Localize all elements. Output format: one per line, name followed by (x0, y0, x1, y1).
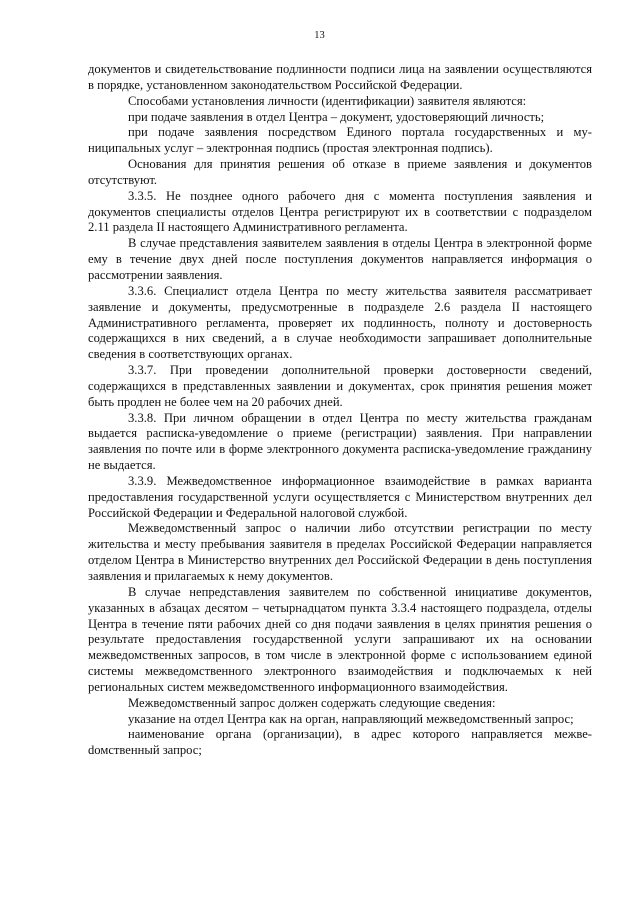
paragraph-3-3-8: 3.3.8. При личном обращении в отдел Центра по месту жительства гражданам выдается расписка-уведомление о приеме (регистрации) заявления. При направлении заявления по почте или в форме электронного документа расписка-уведомление гражданину не выдается. (88, 410, 592, 473)
document-body (88, 62, 592, 759)
paragraph-request-sender: указание на отдел Центра как на орган, направляющий межведомственный запрос; (128, 711, 574, 726)
paragraph-3-3-6: 3.3.6. Специалист отдела Центра по месту жительства заявителя рассматривает заявление и документы, предусмотренные в подразделе 2.6 раздела II настоящего Административного регламента, проверяет их подлинность, полноту и достоверность содержащихся в них сведений, а в случае необходимости запрашивает дополнительные сведения в соответствующих органах. (88, 283, 592, 362)
paragraph-mvd-request: Межведомственный запрос о наличии либо отсутствии регистрации по месту жительства и месту пребывания заявителя в пределах Российской Федерации направляется отделом Центра в Министерство внутренних дел Российской Федерации в день поступления заявления и прилагаемых к нему документов. (88, 521, 592, 583)
paragraph-request-contents: Межведомственный запрос должен содержать следующие сведения: (128, 695, 496, 710)
paragraph-request-recipient: наименование органа (организации), в адрес которого направляется межвеdомственный запрос; (88, 727, 592, 758)
paragraph-3-3-7: 3.3.7. При проведении дополнительной проверки достоверности сведений, содержащихся в представленных заявлении и документах, срок принятия решения может быть продлен не более чем на 20 рабочих дней. (88, 363, 592, 409)
paragraph-3-3-9: 3.3.9. Межведомственное информационное взаимодействие в рамках варианта предоставления государственной услуги осуществляется с Министерством внутренних дел Российской Федерации и Федеральной налоговой службой. (88, 473, 592, 520)
paragraph-electronic-submission: В случае представления заявителем заявления в отделы Центра в электронной форме ему в течение двух дней после поступления документов направляется информация о рассмотрении заявления. (88, 236, 592, 282)
paragraph-in-person-id: при подаче заявления в отдел Центра – документ, удостоверяющий личность; (128, 109, 545, 124)
paragraph-continuation: документов и свидетельствование подлинности подписи лица на заявлении осуществляются в порядке, установленном законодательством Российской Федерации. (88, 62, 592, 92)
paragraph-identification-methods: Способами установления личности (идентификации) заявителя являются: (128, 93, 527, 108)
paragraph-non-submission: В случае непредставления заявителем по собственной инициативе документов, указанных в абзацах десятом – четырнадцатом пункта 3.3.4 настоящего подраздела, отделы Центра в течение пяти рабочих дней со дня подачи заявления в целях принятия решения о результате предоставления государственной услуги запрашивают их на основании межведомственных запросов, в том числе в электронной форме с использованием единой системы межведомственного электронного взаимодействия и подключаемых к ней региональных систем межведомственного информационного взаимодействия. (88, 584, 592, 694)
paragraph-portal-id: при подаче заявления посредством Единого портала государственных и муниципальных услуг – электронная подпись (простая электронная подпись). (88, 125, 592, 156)
paragraph-3-3-5: 3.3.5. Не позднее одного рабочего дня с момента поступления заявления и документов специалисты отделов Центра регистрируют их в соответствии с подразделом 2.11 раздела II настоящего Административного регламента. (88, 188, 592, 235)
page-number: 13 (314, 30, 325, 41)
paragraph-refusal-grounds: Основания для принятия решения об отказе в приеме заявления и документов отсутствуют. (88, 157, 592, 187)
